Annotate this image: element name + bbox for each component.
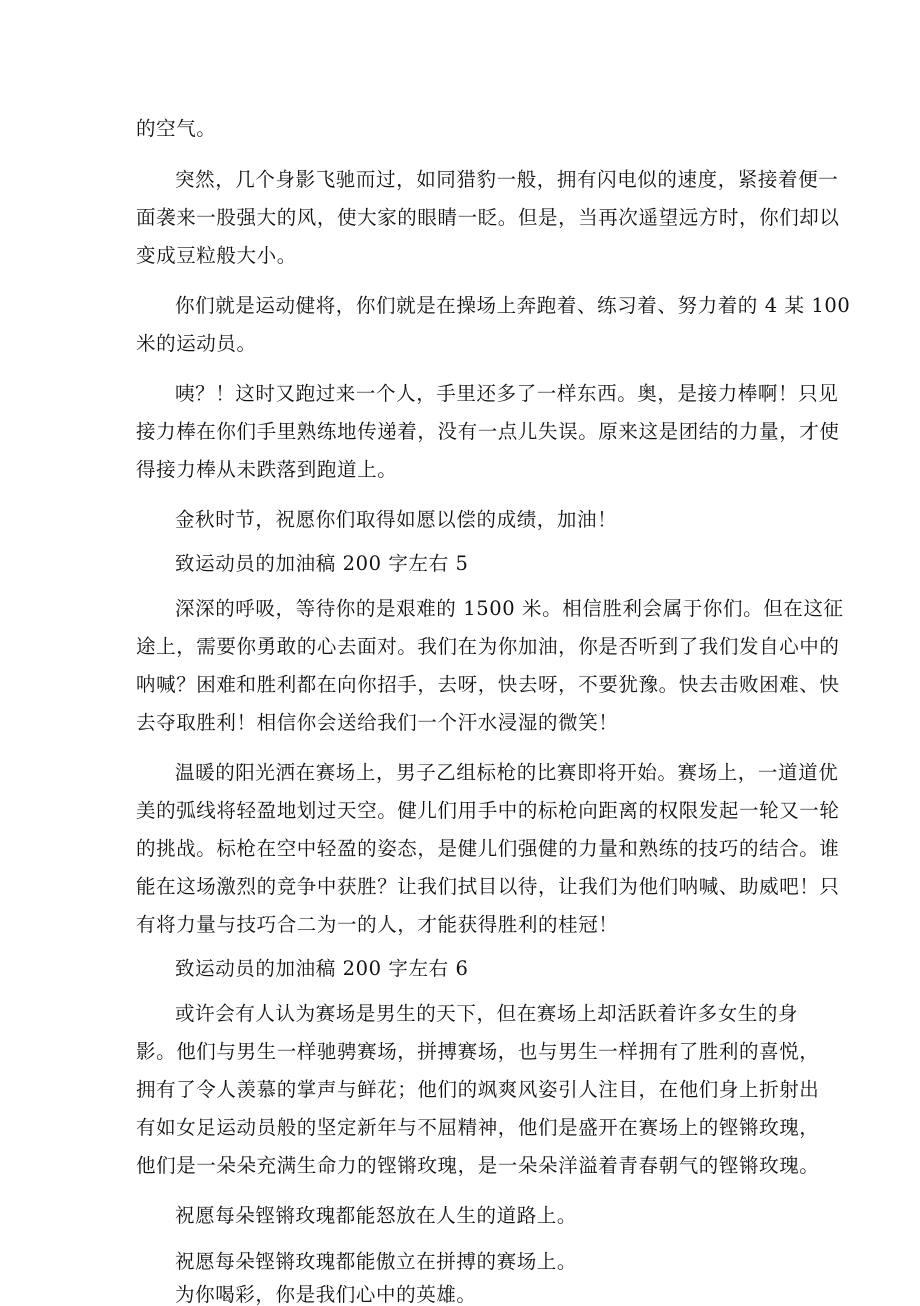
text-line: 为你喝彩，你是我们心中的英雄。 bbox=[175, 1283, 477, 1306]
text-line: 咦？！这时又跑过来一个人，手里还多了一样东西。奥，是接力棒啊！只见 bbox=[175, 382, 839, 405]
text-line: 影。他们与男生一样驰骋赛场，拼搏赛场，也与男生一样拥有了胜利的喜悦， bbox=[136, 1040, 820, 1063]
text-line: 接力棒在你们手里熟练地传递着，没有一点儿失误。原来这是团结的力量，才使 bbox=[136, 420, 840, 443]
text-line: 有将力量与技巧合二为一的人，才能获得胜利的桂冠！ bbox=[136, 913, 619, 936]
section-heading: 致运动员的加油稿 200 字左右 6 bbox=[175, 957, 469, 980]
text-line: 米的运动员。 bbox=[136, 332, 257, 355]
text-line: 你们就是运动健将，你们就是在操场上奔跑着、练习着、努力着的 4 某 100 bbox=[175, 294, 851, 317]
text-line: 金秋时节，祝愿你们取得如愿以偿的成绩，加油！ bbox=[175, 508, 618, 531]
text-line: 美的弧线将轻盈地划过天空。健儿们用手中的标枪向距离的权限发起一轮又一轮 bbox=[136, 799, 840, 822]
text-line: 温暖的阳光洒在赛场上，男子乙组标枪的比赛即将开始。赛场上，一道道优 bbox=[175, 761, 839, 784]
section-heading: 致运动员的加油稿 200 字左右 5 bbox=[175, 552, 469, 575]
text-line: 的挑战。标枪在空中轻盈的姿态，是健儿们强健的力量和熟练的技巧的结合。谁 bbox=[136, 837, 840, 860]
text-line: 途上，需要你勇敢的心去面对。我们在为你加油，你是否听到了我们发自心中的 bbox=[136, 635, 840, 658]
text-line: 拥有了令人羡慕的掌声与鲜花；他们的飒爽风姿引人注目，在他们身上折射出 bbox=[136, 1078, 820, 1101]
text-line: 深深的呼吸，等待你的是艰难的 1500 米。相信胜利会属于你们。但在这征 bbox=[175, 597, 844, 620]
text-line: 去夺取胜利！相信你会送给我们一个汗水浸湿的微笑！ bbox=[136, 711, 619, 734]
text-line: 的空气。 bbox=[136, 117, 217, 140]
text-line: 他们是一朵朵充满生命力的铿锵玫瑰，是一朵朵洋溢着青春朝气的铿锵玫瑰。 bbox=[136, 1154, 820, 1177]
text-line: 变成豆粒般大小。 bbox=[136, 244, 297, 267]
text-line: 得接力棒从未跌落到跑道上。 bbox=[136, 458, 398, 481]
text-line: 突然，几个身影飞驰而过，如同猎豹一般，拥有闪电似的速度，紧接着便一 bbox=[175, 168, 839, 191]
text-line: 能在这场激烈的竞争中获胜？让我们拭目以待，让我们为他们呐喊、助威吧！只 bbox=[136, 875, 840, 898]
text-line: 或许会有人认为赛场是男生的天下，但在赛场上却活跃着许多女生的身 bbox=[175, 1002, 799, 1025]
text-line: 呐喊？困难和胜利都在向你招手，去呀，快去呀，不要犹豫。快去击败困难、快 bbox=[136, 673, 840, 696]
text-line: 面袭来一股强大的风，使大家的眼睛一眨。但是，当再次遥望远方时，你们却以 bbox=[136, 206, 840, 229]
text-line: 有如女足运动员般的坚定新年与不屈精神，他们是盛开在赛场上的铿锵玫瑰， bbox=[136, 1116, 820, 1139]
text-line: 祝愿每朵铿锵玫瑰都能傲立在拼搏的赛场上。 bbox=[175, 1250, 578, 1273]
text-line: 祝愿每朵铿锵玫瑰都能怒放在人生的道路上。 bbox=[175, 1204, 578, 1227]
